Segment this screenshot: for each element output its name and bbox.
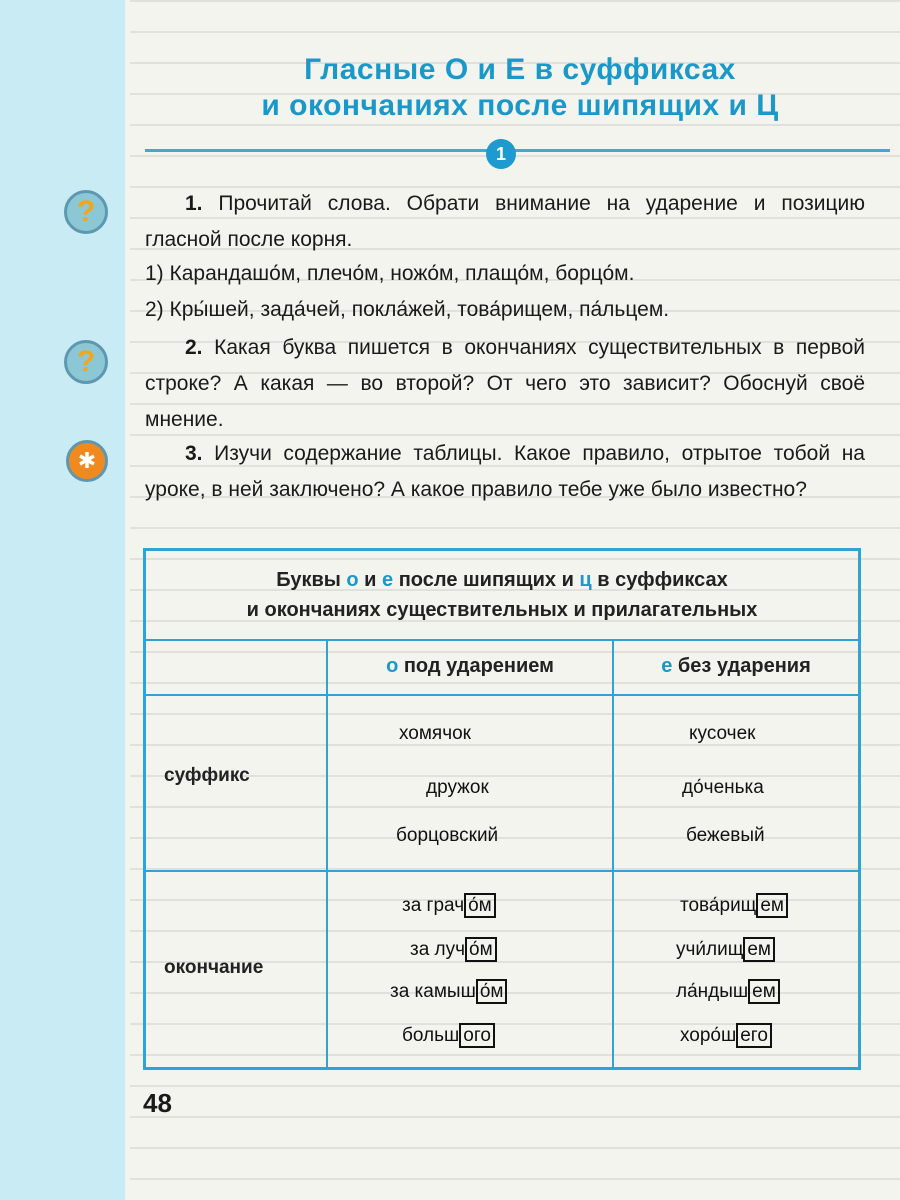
- row-label-ending: окончание: [164, 957, 264, 978]
- column-header-e-unstressed: е без ударения: [661, 655, 811, 677]
- task-3: [145, 436, 865, 508]
- table-divider: [146, 870, 858, 872]
- table-heading: Буквы о и е после шипящих и ц в суффиксах и окончаниях существительных и прилагательных: [246, 569, 758, 621]
- task-2: [145, 330, 865, 438]
- page-title-line2: и окончаниях после шипящих и Ц: [261, 89, 779, 122]
- word-line-1: 1) Карандашо́м, плечо́м, ножо́м, плащо́м, борцо́м.: [145, 262, 635, 285]
- example-ending-e: това́рищ ем: [680, 895, 788, 917]
- example-ending-o: за грач о́м: [402, 895, 496, 917]
- example-suffix-o: дружок: [426, 777, 489, 798]
- example-suffix-e: кусочек: [689, 723, 756, 744]
- puzzle-icon: ✱: [66, 440, 108, 482]
- example-ending-o: за камыш о́м: [390, 981, 507, 1003]
- word-line-2: 2) Кры́шей, зада́чей, покла́жей, това́рищем, па́льцем.: [145, 298, 670, 321]
- page-margin-strip: [0, 0, 125, 1200]
- table-divider: [326, 639, 328, 1067]
- example-suffix-o: борцовский: [396, 825, 499, 846]
- table-divider: [146, 639, 858, 641]
- page-title-line1: Гласные О и Е в суффиксах: [304, 53, 736, 86]
- task-1-text: Прочитай слова. Обрати внимание на ударение и позицию гласной после корня.: [145, 192, 865, 251]
- question-icon: ?: [64, 190, 108, 234]
- example-ending-e: хоро́ш его: [680, 1025, 772, 1047]
- table-divider: [612, 639, 614, 1067]
- example-ending-e: ла́ндыш ем: [676, 981, 780, 1003]
- task-2-text: Какая буква пишется в окончаниях существительных в первой строке? А какая — во второй? От чего это зависит? Обоснуй своё мнение.: [145, 336, 865, 431]
- task-3-number: 3.: [185, 442, 203, 465]
- task-1-number: 1.: [185, 192, 203, 215]
- example-suffix-e: бежевый: [686, 825, 765, 846]
- rule-table: [143, 548, 861, 1070]
- example-suffix-e: до́ченька: [682, 777, 764, 798]
- task-3-text: Изучи содержание таблицы. Какое правило, отрытое тобой на уроке, в ней заключено? А какое правило тебе уже было известно?: [145, 442, 865, 501]
- question-icon: ?: [64, 340, 108, 384]
- column-header-o-stressed: о под ударением: [386, 655, 554, 677]
- example-ending-e: учи́лищ ем: [676, 939, 775, 961]
- task-2-number: 2.: [185, 336, 203, 359]
- row-label-suffix: суффикс: [164, 765, 250, 786]
- title-divider: [145, 149, 890, 152]
- page-number: 48: [143, 1088, 172, 1118]
- example-suffix-o: хомячок: [399, 723, 471, 744]
- task-1: [145, 186, 865, 258]
- lesson-step-badge: 1: [486, 139, 516, 169]
- example-ending-o: больш ого: [402, 1025, 495, 1047]
- table-divider: [146, 694, 858, 696]
- example-ending-o: за луч о́м: [410, 939, 497, 961]
